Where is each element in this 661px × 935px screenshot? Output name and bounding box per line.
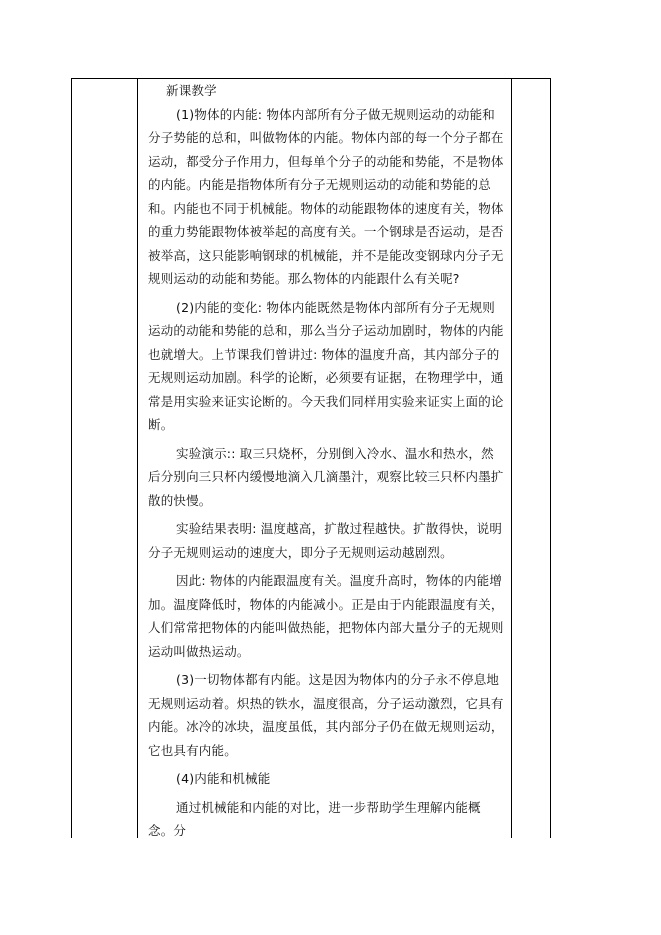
- paragraph-subheading-4: (4)内能和机械能: [176, 771, 271, 786]
- lesson-table: [71, 78, 551, 838]
- paragraph-internal-energy-change: (2)内能的变化: 物体内能既然是物体内部所有分子无规则运动的动能和势能的总和，那么当分子运动加剧时，物体的内能也就增大。上节课我们曾讲过: 物体的温度升高，其内部分子的无规则运动加剧。科学的论断，必须要有证据，在物理学中，通常是用实验来证实论断的。今天我们同样用实验来证实上面的论断。: [148, 299, 504, 432]
- paragraph-comparison: 通过机械能和内能的对比，进一步帮助学生理解内能概念。分: [148, 799, 481, 838]
- paragraph-all-objects-have-internal-energy: (3)一切物体都有内能。这是因为物体内的分子永不停息地无规则运动着。炽热的铁水，温度很高，分子运动激烈，它具有内能。冰冷的冰块，温度虽低，其内部分子仍在做无规则运动，它也具有内能。: [148, 672, 504, 758]
- paragraph-internal-energy-definition: (1)物体的内能: 物体内部所有分子做无规则运动的动能和分子势能的总和，叫做物体的内能。物体内部的每一个分子都在运动，都受分子作用力，但每单个分子的动能和势能，不是物体的内能。内能是指物体所有分子无规则运动的动能和势能的总和。内能也不同于机械能。物体的动能跟物体的速度有关，物体的重力势能跟物体被举起的高度有关。一个钢球是否运动，是否被举高，这只能影响钢球的机械能，并不是能改变钢球内分子无规则运动的动能和势能。那么物体的内能跟什么有关呢?: [148, 106, 504, 286]
- paragraph-conclusion: 因此: 物体的内能跟温度有关。温度升高时，物体的内能增加。温度降低时，物体的内能减小。正是由于内能跟温度有关，人们常常把物体的内能叫做热能，把物体内部大量分子的无规则运动叫做热运动。: [148, 573, 504, 659]
- paragraph-experiment-result: 实验结果表明: 温度越高，扩散过程越快。扩散得快，说明分子无规则运动的速度大，即分子无规则运动越剧烈。: [148, 521, 503, 560]
- paragraph-experiment-demo: 实验演示:: 取三只烧杯，分别倒入冷水、温水和热水，然后分别向三只杯内缓慢地滴入几滴墨汁，观察比较三只杯内墨扩散的快慢。: [148, 445, 504, 508]
- column-divider-right: [511, 79, 512, 838]
- section-title: 新课教学: [166, 83, 217, 98]
- teaching-content-cell: [138, 79, 511, 843]
